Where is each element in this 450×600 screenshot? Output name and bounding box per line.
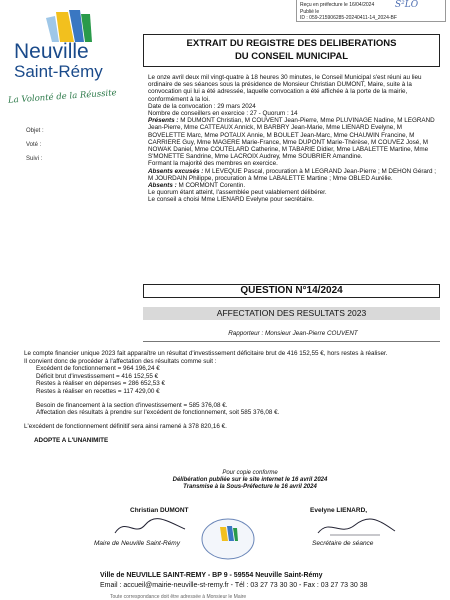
title-line2: DU CONSEIL MUNICIPAL	[234, 51, 349, 62]
document-title-box	[143, 34, 440, 67]
mayor-role: Maire de Neuville Saint-Rémy	[94, 540, 180, 547]
copy-line-2: Délibération publiée sur le site internet le 16 avril 2024	[172, 477, 328, 483]
presents-label: Présents :	[148, 117, 179, 125]
intro-paragraph: Le onze avril deux mil vingt-quatre à 18 heures 30 minutes, le Conseil Municipal s'est réuni au lieu ordinaire de ses séances sous la présidence de Monsieur Christian DUMONT, Maire, suite à la convocation qui lui a été adressée, laquelle convocation a été affichée à la porte de la mairie, conformément à la loi.	[148, 74, 422, 103]
presents-paragraph	[148, 117, 440, 160]
presents-list: M DUMONT Christian, M COUVENT Jean-Pierre, Mme PLUVINAGE Nadine, M LEGRAND Jean-Pierre, Mme CATTEAUX Annick, M BARBRY Jean-Marie, Mme LIENARD Evelyne, M BOVELETTE Marc, Mme POTAUX Annie, M BOULET Jean-Marc, Mme CHAUWIN Francine, M CARRIERE Guy, Mme MAGERE Marie-France, Mme DUPONT Marie-Thérèse, M COUVEZ José, M NOWAK Daniel, Mme COUTELARD Catherine, M TABARIE Didier, Mme LABALETTE Martine, Mme S'MONETTE Sandrine, Mme LACROIX Audrey, Mme SOUBRIER Amandine.	[148, 117, 435, 161]
copy-line-1: Pour copie conforme	[222, 470, 278, 476]
meta-suivi: Suivi :	[26, 156, 43, 162]
title-line1: EXTRAIT DU REGISTRE DES DELIBERATIONS	[186, 38, 397, 49]
footer-contact: Email : accueil@mairie-neuville-st-remy.fr - Tél : 03 27 73 30 30 - Fax : 03 27 73 30 38	[100, 582, 368, 589]
copy-line-3: Transmise à la Sous-Préfecture le 16 avril 2024	[183, 484, 317, 490]
footer-note: Toute correspondance doit être adressée à Monsieur le Maire	[110, 594, 247, 600]
body-paragraph-2: Il convient donc de procéder à l'affectation des résultats comme suit :	[24, 357, 217, 365]
question-number: QUESTION N°14/2024	[143, 284, 440, 298]
body-paragraph-4: Affectation des résultats à prendre sur l'excédent de fonctionnement, soit 585 376,08 €.	[36, 409, 280, 417]
absents-paragraph	[148, 182, 440, 189]
logo-town-name-line1: Neuville	[14, 40, 89, 63]
footer-address: Ville de NEUVILLE SAINT-REMY - BP 9 - 59554 Neuville Saint-Rémy	[100, 572, 323, 579]
prefecture-stamp	[296, 0, 446, 22]
councillors-count: Nombre de conseillers en exercice : 27 - Quorum : 14	[148, 110, 298, 118]
logo-slogan: La Volonté de la Réussite	[7, 88, 118, 106]
result-line-4: Restes à réaliser en recettes = 117 429,00 €	[36, 387, 160, 395]
result-line-3: Restes à réaliser en dépenses = 286 652,53 €	[36, 380, 166, 388]
meta-objet: Objet :	[26, 128, 44, 134]
deliberation-body	[24, 350, 444, 445]
majority-text: Formant la majorité des membres en exercice.	[148, 160, 278, 168]
secretary-role: Secrétaire de séance	[312, 540, 374, 547]
subject-banner: AFFECTATION DES RESULTATS 2023	[143, 307, 440, 320]
result-line-1: Excédent de fonctionnement = 964 196,24 €	[36, 365, 160, 373]
excuses-list: M LEVEQUE Pascal, procuration à M LEGRAND Jean-Pierre ; M DEHON Gérard ; M JOURDAIN Philippe, procuration à Mme LABALETTE Martine ; Mme OBLED Aurélie.	[148, 167, 437, 182]
session-details	[148, 74, 440, 204]
body-paragraph-1: Le compte financier unique 2023 fait apparaître un résultat d'investissement déficitaire brut de 416 152,55 €, hors restes à réaliser.	[24, 350, 388, 357]
stamp-id: ID : 059-215906285-20240411-14_2024-BF	[300, 15, 397, 21]
secretary-signature-icon	[310, 513, 400, 540]
logo-town-name-line2: Saint-Rémy	[14, 62, 103, 81]
meta-vote: Voté :	[26, 142, 42, 148]
rapporteur: Rapporteur : Monsieur Jean-Pierre COUVENT	[228, 330, 358, 337]
mayor-name: Christian DUMONT	[130, 507, 189, 514]
secretary-name: Evelyne LIENARD,	[310, 507, 368, 514]
absents-list: M CORMONT Corentin.	[176, 182, 246, 190]
excuses-paragraph	[148, 168, 440, 182]
secretary-text: Le conseil a choisi Mme LIENARD Evelyne pour secrétaire.	[148, 196, 314, 204]
stamp-published: Publié le	[300, 8, 320, 15]
stamp-received: Reçu en préfecture le 16/04/2024	[300, 2, 375, 8]
result-line-2: Déficit brut d'investissement = 416 152,55 €	[36, 372, 159, 380]
mayor-signature-icon	[110, 515, 190, 540]
absents-label: Absents :	[148, 182, 177, 190]
town-seal-icon	[200, 517, 256, 561]
excuses-label: Absents excusés :	[148, 167, 204, 175]
convocation-date: Date de la convocation : 29 mars 2024	[148, 102, 256, 110]
quorum-text: Le quorum étant atteint, l'assemblée peut valablement délibérer.	[148, 189, 327, 197]
stamp-mark: S²LO	[395, 0, 419, 10]
divider	[143, 341, 440, 342]
body-paragraph-3: Besoin de financement à la section d'investissement = 585 376,08 €.	[36, 401, 228, 409]
adoption-status: ADOPTE A L'UNANIMITE	[34, 437, 109, 445]
certified-copy	[140, 470, 360, 491]
body-paragraph-5: L'excédent de fonctionnement définitif sera ainsi ramené à 378 820,16 €.	[24, 422, 227, 430]
